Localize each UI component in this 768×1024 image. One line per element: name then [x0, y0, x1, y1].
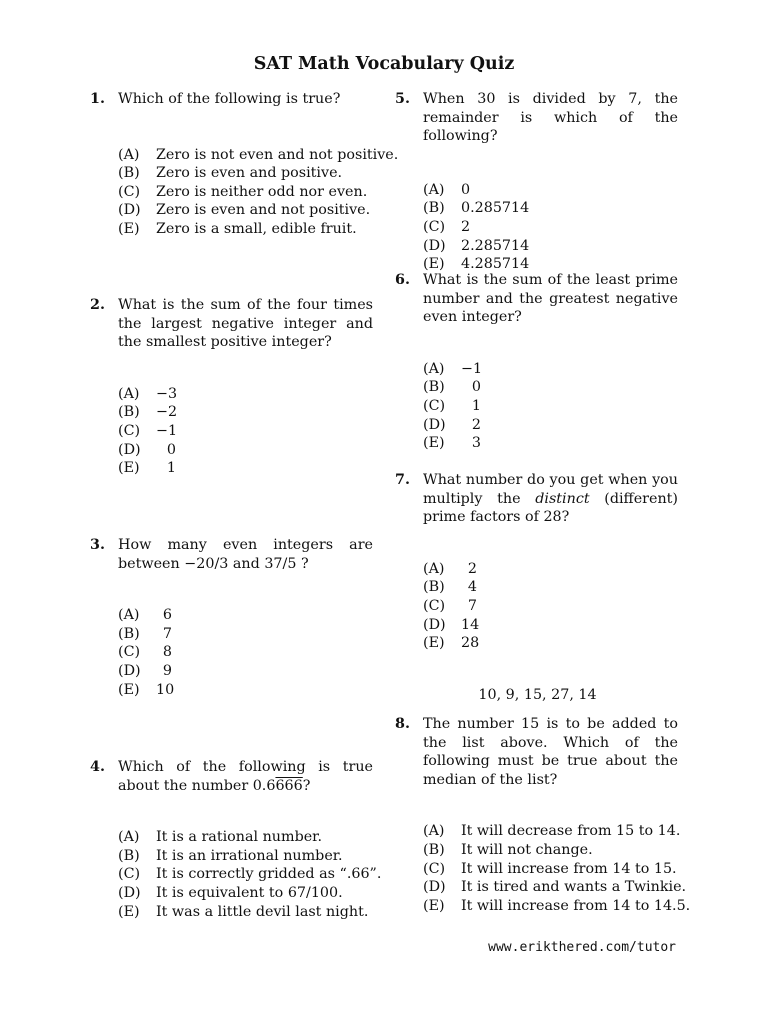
answer-choices [118, 828, 381, 921]
question-6 [395, 271, 678, 453]
answer-choices [423, 181, 678, 274]
choice-e[interactable] [423, 634, 678, 653]
choice-text: −1 [156, 422, 178, 439]
choice-e[interactable] [118, 681, 373, 700]
choice-label: (E) [118, 460, 140, 477]
question-text-part: (different) prime factors of 28? [423, 490, 678, 526]
choice-text: 14 [461, 616, 480, 633]
question-5 [395, 90, 678, 274]
choice-label: (D) [118, 662, 141, 679]
choice-label: (B) [118, 847, 140, 864]
choice-text: 8 [162, 644, 172, 661]
choice-text: It will increase from 14 to 14.5. [461, 897, 691, 914]
choice-text: 2.285714 [461, 237, 530, 254]
choice-label: (D) [118, 441, 141, 458]
choice-d[interactable] [423, 878, 690, 897]
choice-label: (A) [423, 823, 445, 840]
choice-label: (E) [423, 897, 445, 914]
question-3 [90, 536, 373, 699]
choice-b[interactable] [423, 578, 678, 597]
question-2 [90, 296, 373, 478]
question-text: How many even integers are between −20/3 and 37/5 ? [118, 537, 373, 572]
choice-text: It is equivalent to 67/100. [156, 884, 343, 901]
question-number: 7. [395, 472, 410, 488]
choice-label: (E) [118, 220, 140, 237]
choice-text: −3 [156, 385, 178, 402]
answer-choices [118, 146, 398, 239]
choice-b[interactable] [118, 403, 373, 422]
choice-label: (C) [423, 397, 446, 414]
choice-text: It is a rational number. [156, 829, 322, 846]
choice-text: It is an irrational number. [156, 847, 343, 864]
choice-e[interactable] [118, 220, 398, 239]
choice-a[interactable] [118, 146, 398, 165]
choice-text: 3 [471, 435, 481, 452]
choice-text: 2 [471, 416, 481, 433]
choice-label: (E) [423, 635, 445, 652]
question-number: 2. [90, 297, 105, 313]
choice-text: 0 [461, 181, 471, 198]
choice-b[interactable] [423, 841, 690, 860]
emphasized-word: distinct [535, 490, 590, 507]
choice-label: (E) [118, 681, 140, 698]
question-1 [90, 90, 398, 239]
choice-a[interactable] [423, 560, 678, 579]
choice-label: (D) [423, 616, 446, 633]
answer-choices [423, 360, 678, 453]
choice-a[interactable] [423, 181, 678, 200]
choice-text: 2 [461, 218, 471, 235]
answer-choices [118, 385, 373, 478]
choice-label: (C) [118, 183, 141, 200]
choice-label: (E) [118, 903, 140, 920]
answer-choices [423, 822, 690, 915]
choice-a[interactable] [423, 822, 690, 841]
choice-label: (D) [423, 879, 446, 896]
choice-label: (C) [423, 860, 446, 877]
page-title: SAT Math Vocabulary Quiz [253, 54, 515, 74]
footer-url[interactable]: www.erikthered.com/tutor [488, 940, 676, 955]
choice-label: (C) [118, 644, 141, 661]
choice-label: (C) [118, 422, 141, 439]
choice-c[interactable] [423, 218, 678, 237]
choice-label: (C) [423, 218, 446, 235]
choice-text: 0 [471, 379, 481, 396]
question-text [118, 758, 373, 795]
choice-d[interactable] [423, 416, 678, 435]
choice-label: (A) [118, 385, 140, 402]
choice-label: (E) [423, 256, 445, 273]
choice-text: 1 [471, 397, 481, 414]
choice-d[interactable] [118, 662, 373, 681]
choice-text: 10 [156, 681, 175, 698]
question-text [423, 471, 678, 527]
choice-b[interactable] [118, 847, 381, 866]
choice-text: It is correctly gridded as “.66”. [156, 866, 382, 883]
question-text: What is the sum of the least prime number and the greatest negative even integer? [423, 272, 678, 326]
choice-b[interactable] [118, 625, 373, 644]
choice-c[interactable] [423, 397, 678, 416]
choice-label: (B) [423, 841, 445, 858]
question-text: What is the sum of the four times the largest negative integer and the smallest positive integer? [118, 297, 373, 351]
question-number: 5. [395, 91, 410, 107]
choice-label: (D) [423, 416, 446, 433]
choice-text: It was a little devil last night. [156, 903, 369, 920]
choice-e[interactable] [423, 897, 690, 916]
choice-text: 1 [166, 460, 176, 477]
choice-label: (A) [118, 146, 140, 163]
question-number: 1. [90, 91, 105, 107]
question-text-part: ? [302, 777, 311, 794]
choice-text: 4 [467, 579, 477, 596]
choice-e[interactable] [118, 903, 381, 922]
choice-text: −2 [156, 404, 178, 421]
question-text: Which of the following is true? [118, 91, 341, 107]
choice-label: (B) [118, 625, 140, 642]
choice-text: Zero is even and not positive. [156, 202, 371, 219]
choice-text: 28 [461, 635, 480, 652]
choice-label: (B) [118, 165, 140, 182]
question-text: The number 15 is to be added to the list above. Which of the following must be true about the median of the list? [423, 716, 678, 788]
choice-text: It is tired and wants a Twinkie. [461, 879, 687, 896]
choice-label: (A) [423, 181, 445, 198]
choice-c[interactable] [118, 643, 373, 662]
choice-c[interactable] [423, 597, 678, 616]
choice-text: 4.285714 [461, 256, 530, 273]
choice-text: 7 [467, 597, 477, 614]
question-number: 3. [90, 537, 105, 553]
choice-text: 6 [162, 607, 172, 624]
choice-label: (E) [423, 435, 445, 452]
choice-label: (A) [423, 560, 445, 577]
choice-text: Zero is not even and not positive. [156, 146, 399, 163]
choice-text: Zero is a small, edible fruit. [156, 220, 357, 237]
choice-label: (C) [118, 866, 141, 883]
choice-text: −1 [461, 360, 483, 377]
choice-c[interactable] [423, 860, 690, 879]
answer-choices [118, 606, 373, 699]
answer-choices [423, 560, 678, 653]
choice-a[interactable] [118, 606, 373, 625]
choice-d[interactable] [423, 237, 678, 256]
question-7 [395, 471, 678, 653]
choice-label: (D) [118, 202, 141, 219]
choice-label: (D) [118, 884, 141, 901]
choice-label: (B) [423, 579, 445, 596]
choice-text: 0.285714 [461, 200, 530, 217]
choice-c[interactable] [118, 183, 398, 202]
question-text-part: Which of the following is true about the number 0.6 [118, 759, 373, 794]
choice-label: (A) [118, 829, 140, 846]
choice-text: 2 [467, 560, 477, 577]
choice-a[interactable] [118, 385, 373, 404]
choice-d[interactable] [423, 616, 678, 635]
repeating-digits: 666 [275, 777, 303, 794]
choice-d[interactable] [118, 884, 381, 903]
choice-label: (B) [423, 200, 445, 217]
choice-text: 7 [162, 625, 172, 642]
question-4 [90, 758, 381, 921]
choice-b[interactable] [423, 199, 678, 218]
choice-text: It will decrease from 15 to 14. [461, 823, 681, 840]
choice-c[interactable] [118, 422, 373, 441]
question-number: 4. [90, 759, 105, 775]
choice-a[interactable] [423, 360, 678, 379]
choice-text: 9 [162, 662, 172, 679]
choice-b[interactable] [423, 378, 678, 397]
choice-label: (C) [423, 597, 446, 614]
choice-c[interactable] [118, 865, 381, 884]
choice-a[interactable] [118, 828, 381, 847]
question-number: 8. [395, 716, 410, 732]
choice-text: Zero is neither odd nor even. [156, 183, 368, 200]
choice-d[interactable] [118, 201, 398, 220]
choice-d[interactable] [118, 441, 373, 460]
choice-label: (A) [423, 360, 445, 377]
choice-label: (A) [118, 607, 140, 624]
choice-label: (B) [423, 379, 445, 396]
choice-e[interactable] [118, 459, 373, 478]
question-number: 6. [395, 272, 410, 288]
choice-text: 0 [166, 441, 176, 458]
choice-e[interactable] [423, 434, 678, 453]
choice-b[interactable] [118, 164, 398, 183]
choice-label: (B) [118, 404, 140, 421]
choice-label: (D) [423, 237, 446, 254]
choice-text: It will not change. [461, 841, 593, 858]
choice-text: It will increase from 14 to 15. [461, 860, 677, 877]
choice-text: Zero is even and positive. [156, 165, 343, 182]
question-text: When 30 is divided by 7, the remainder is which of the following? [423, 91, 678, 145]
question-text-part: What number do you get when you multiply the [423, 472, 678, 507]
number-list: 10, 9, 15, 27, 14 [478, 687, 597, 703]
question-8 [395, 715, 690, 915]
